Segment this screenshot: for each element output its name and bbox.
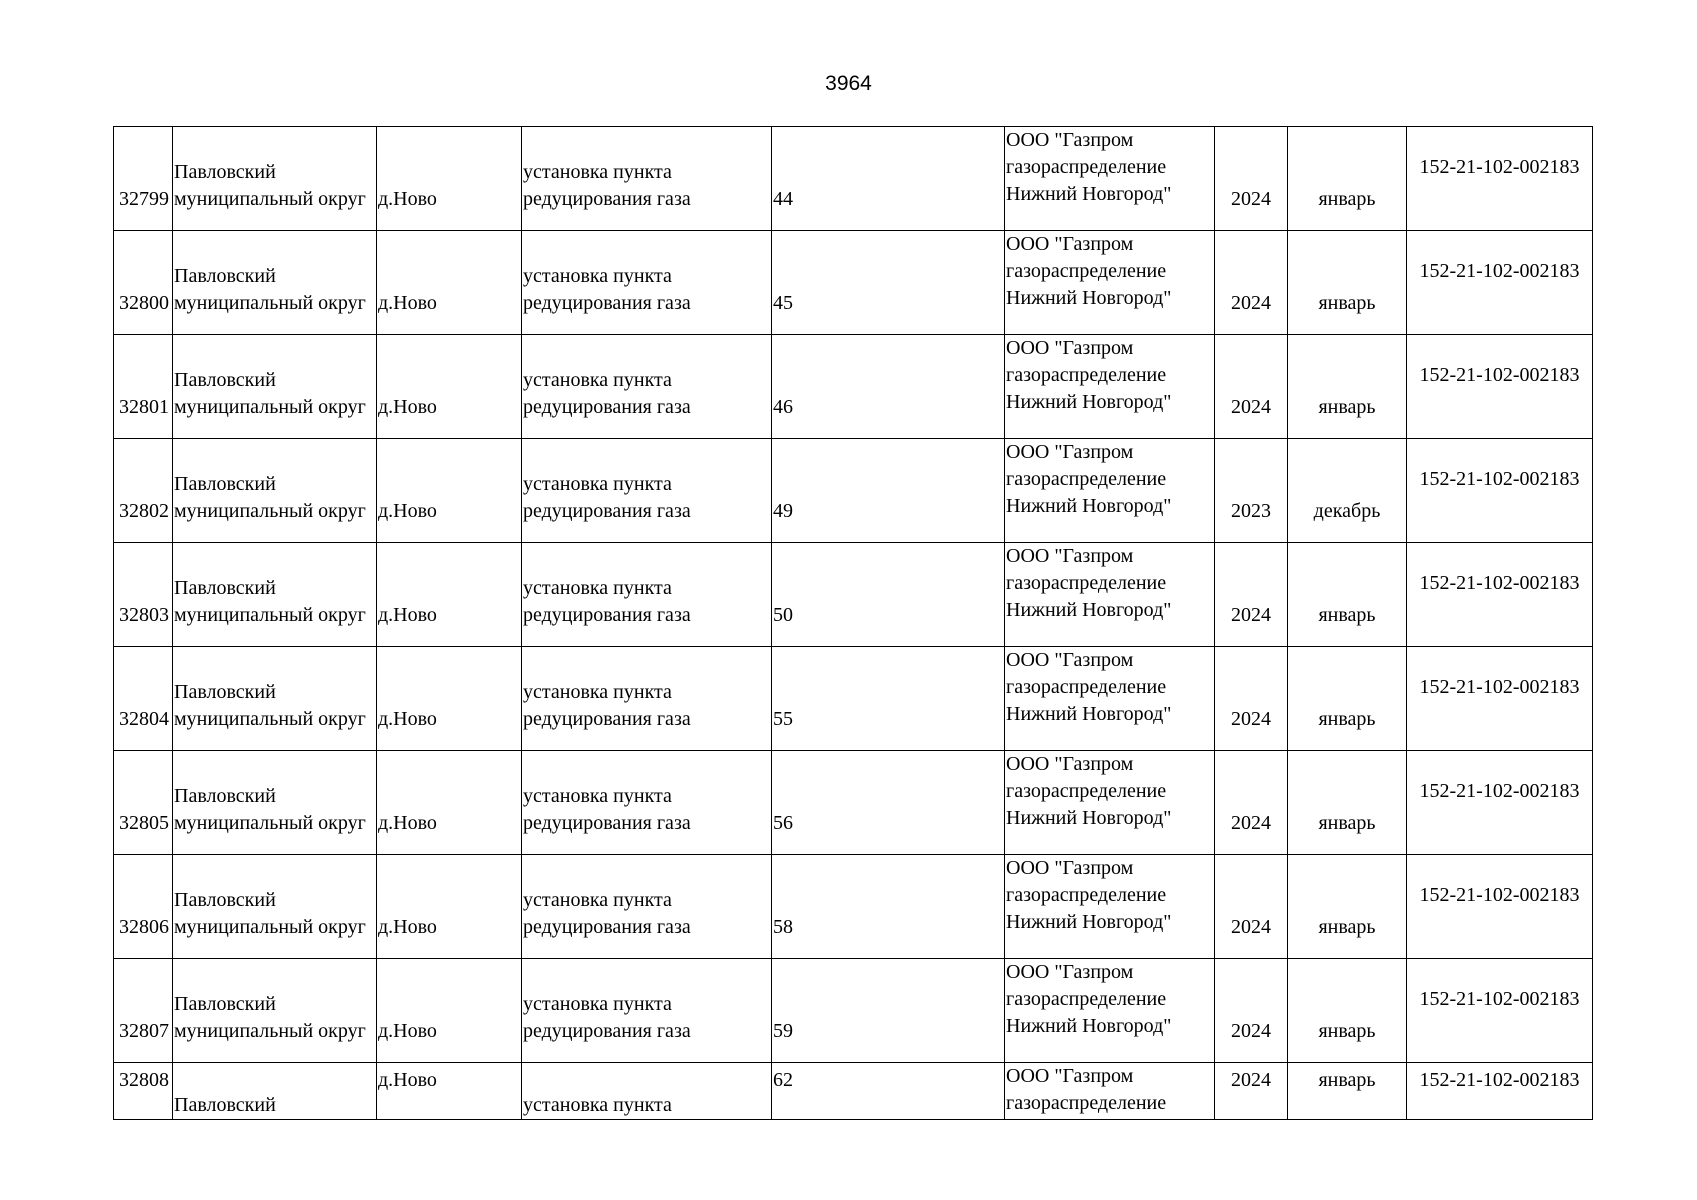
table-row: [114, 959, 1593, 1063]
org-line3: Нижний Новгород": [1006, 807, 1172, 829]
org-line1: ООО "Газпром: [1006, 649, 1134, 671]
row-index: 32806: [119, 916, 169, 938]
village-cell: [377, 855, 522, 959]
year: 2024: [1231, 916, 1271, 938]
index-cell: [114, 231, 173, 335]
year-cell: [1215, 335, 1288, 439]
month: декабрь: [1313, 500, 1381, 522]
district-line2: муниципальный округ: [174, 708, 366, 730]
table-row: [114, 647, 1593, 751]
district-cell: [173, 855, 377, 959]
registry-code: 152-21-102-002183: [1419, 676, 1580, 698]
row-index: 32807: [119, 1020, 169, 1042]
village-cell: [377, 647, 522, 751]
org-line3: Нижний Новгород": [1006, 495, 1172, 517]
org-line1: ООО "Газпром: [1006, 441, 1134, 463]
village-cell: [377, 751, 522, 855]
village: д.Ново: [378, 396, 437, 418]
row-index: 32804: [119, 708, 169, 730]
month-cell: [1288, 231, 1407, 335]
district-cell: [173, 439, 377, 543]
month: январь: [1318, 188, 1376, 210]
district-line2: муниципальный округ: [174, 292, 366, 314]
table-row: [114, 543, 1593, 647]
month-cell: [1288, 1063, 1407, 1120]
house-cell: [772, 439, 1005, 543]
month-cell: [1288, 335, 1407, 439]
org-line3: Нижний Новгород": [1006, 703, 1172, 725]
table-row: [114, 751, 1593, 855]
month-cell: [1288, 439, 1407, 543]
work-line1: установка пункта: [523, 1094, 672, 1116]
org-cell: [1005, 855, 1215, 959]
index-cell: [114, 439, 173, 543]
row-index: 32802: [119, 500, 169, 522]
work-line2: редуцирования газа: [523, 188, 691, 210]
year: 2024: [1231, 396, 1271, 418]
org-line2: газораспределение: [1006, 468, 1167, 490]
house-cell: [772, 543, 1005, 647]
house-cell: [772, 959, 1005, 1063]
work-cell: [522, 231, 772, 335]
house-cell: [772, 335, 1005, 439]
work-line2: редуцирования газа: [523, 292, 691, 314]
district-line2: муниципальный округ: [174, 604, 366, 626]
district-line1: Павловский: [174, 161, 276, 183]
house-cell: [772, 231, 1005, 335]
registry-code: 152-21-102-002183: [1419, 988, 1580, 1010]
org-line1: ООО "Газпром: [1006, 233, 1134, 255]
work-line2: редуцирования газа: [523, 916, 691, 938]
index-cell: [114, 647, 173, 751]
work-line1: установка пункта: [523, 785, 672, 807]
org-line2: газораспределение: [1006, 572, 1167, 594]
org-line3: Нижний Новгород": [1006, 1015, 1172, 1037]
village-cell: [377, 127, 522, 231]
house-cell: [772, 647, 1005, 751]
house-cell: [772, 127, 1005, 231]
org-cell: [1005, 127, 1215, 231]
registry-code: 152-21-102-002183: [1419, 364, 1580, 386]
index-cell: [114, 335, 173, 439]
table-row: [114, 855, 1593, 959]
district-line1: Павловский: [174, 681, 276, 703]
org-cell: [1005, 439, 1215, 543]
code-cell: [1407, 959, 1593, 1063]
year-cell: [1215, 751, 1288, 855]
house-number: 62: [773, 1069, 793, 1091]
month: январь: [1318, 396, 1376, 418]
index-cell: [114, 855, 173, 959]
village: д.Ново: [378, 812, 437, 834]
row-index: 32800: [119, 292, 169, 314]
row-index: 32799: [119, 188, 169, 210]
district-line2: муниципальный округ: [174, 1020, 366, 1042]
village-cell: [377, 231, 522, 335]
work-cell: [522, 543, 772, 647]
district-cell: [173, 231, 377, 335]
work-cell: [522, 959, 772, 1063]
org-line1: ООО "Газпром: [1006, 129, 1134, 151]
year-cell: [1215, 127, 1288, 231]
index-cell: [114, 751, 173, 855]
month-cell: [1288, 647, 1407, 751]
registry-code: 152-21-102-002183: [1419, 884, 1580, 906]
org-line2: газораспределение: [1006, 676, 1167, 698]
org-line2: газораспределение: [1006, 156, 1167, 178]
work-line1: установка пункта: [523, 993, 672, 1015]
district-line2: муниципальный округ: [174, 500, 366, 522]
org-line1: ООО "Газпром: [1006, 857, 1134, 879]
org-line2: газораспределение: [1006, 364, 1167, 386]
work-line1: установка пункта: [523, 681, 672, 703]
org-cell: [1005, 335, 1215, 439]
code-cell: [1407, 855, 1593, 959]
month-cell: [1288, 959, 1407, 1063]
house-number: 45: [773, 292, 793, 314]
month: январь: [1318, 812, 1376, 834]
district-line2: муниципальный округ: [174, 188, 366, 210]
work-line2: редуцирования газа: [523, 604, 691, 626]
month-cell: [1288, 127, 1407, 231]
year: 2024: [1231, 188, 1271, 210]
work-line2: редуцирования газа: [523, 500, 691, 522]
register-body: [114, 127, 1593, 1120]
work-cell: [522, 439, 772, 543]
district-cell: [173, 647, 377, 751]
year-cell: [1215, 439, 1288, 543]
village-cell: [377, 1063, 522, 1120]
table-row: [114, 231, 1593, 335]
org-line2: газораспределение: [1006, 884, 1167, 906]
year-cell: [1215, 647, 1288, 751]
work-line1: установка пункта: [523, 889, 672, 911]
village: д.Ново: [378, 708, 437, 730]
org-line2: газораспределение: [1006, 1092, 1167, 1114]
code-cell: [1407, 1063, 1593, 1120]
district-line1: Павловский: [174, 993, 276, 1015]
work-cell: [522, 855, 772, 959]
district-line1: Павловский: [174, 577, 276, 599]
district-line1: Павловский: [174, 265, 276, 287]
code-cell: [1407, 543, 1593, 647]
page-number: 3964: [825, 72, 872, 95]
year: 2024: [1231, 1020, 1271, 1042]
work-line1: установка пункта: [523, 161, 672, 183]
district-line2: муниципальный округ: [174, 916, 366, 938]
index-cell: [114, 127, 173, 231]
house-number: 59: [773, 1020, 793, 1042]
org-line2: газораспределение: [1006, 780, 1167, 802]
district-cell: [173, 751, 377, 855]
district-line1: Павловский: [174, 889, 276, 911]
district-cell: [173, 543, 377, 647]
org-cell: [1005, 959, 1215, 1063]
registry-code: 152-21-102-002183: [1419, 468, 1580, 490]
registry-code: 152-21-102-002183: [1419, 780, 1580, 802]
village: д.Ново: [378, 500, 437, 522]
month: январь: [1318, 1020, 1376, 1042]
org-cell: [1005, 1063, 1215, 1120]
house-number: 55: [773, 708, 793, 730]
district-cell: [173, 335, 377, 439]
org-line1: ООО "Газпром: [1006, 1065, 1134, 1087]
month-cell: [1288, 543, 1407, 647]
work-line2: редуцирования газа: [523, 396, 691, 418]
registry-code: 152-21-102-002183: [1419, 260, 1580, 282]
house-number: 49: [773, 500, 793, 522]
year-cell: [1215, 1063, 1288, 1120]
code-cell: [1407, 647, 1593, 751]
work-line1: установка пункта: [523, 265, 672, 287]
house-number: 56: [773, 812, 793, 834]
org-cell: [1005, 231, 1215, 335]
row-index: 32803: [119, 604, 169, 626]
house-number: 58: [773, 916, 793, 938]
org-cell: [1005, 647, 1215, 751]
month: январь: [1318, 708, 1376, 730]
house-cell: [772, 1063, 1005, 1120]
org-line2: газораспределение: [1006, 988, 1167, 1010]
year-cell: [1215, 959, 1288, 1063]
work-line1: установка пункта: [523, 473, 672, 495]
district-cell: [173, 127, 377, 231]
district-cell: [173, 1063, 377, 1120]
index-cell: [114, 543, 173, 647]
registry-code: 152-21-102-002183: [1419, 1069, 1580, 1091]
code-cell: [1407, 439, 1593, 543]
code-cell: [1407, 335, 1593, 439]
row-index: 32808: [119, 1069, 169, 1091]
registry-code: 152-21-102-002183: [1419, 156, 1580, 178]
org-line1: ООО "Газпром: [1006, 753, 1134, 775]
month: январь: [1318, 916, 1376, 938]
row-index: 32801: [119, 396, 169, 418]
work-cell: [522, 1063, 772, 1120]
org-line3: Нижний Новгород": [1006, 391, 1172, 413]
registry-code: 152-21-102-002183: [1419, 572, 1580, 594]
year: 2024: [1231, 812, 1271, 834]
village: д.Ново: [378, 916, 437, 938]
table-row: [114, 335, 1593, 439]
district-line2: муниципальный округ: [174, 812, 366, 834]
district-line1: Павловский: [174, 369, 276, 391]
org-line3: Нижний Новгород": [1006, 599, 1172, 621]
work-cell: [522, 127, 772, 231]
district-line1: Павловский: [174, 785, 276, 807]
year: 2024: [1231, 292, 1271, 314]
org-line1: ООО "Газпром: [1006, 337, 1134, 359]
year-cell: [1215, 855, 1288, 959]
district-line2: муниципальный округ: [174, 396, 366, 418]
work-line2: редуцирования газа: [523, 812, 691, 834]
village: д.Ново: [378, 604, 437, 626]
org-line3: Нижний Новгород": [1006, 287, 1172, 309]
month-cell: [1288, 751, 1407, 855]
village-cell: [377, 335, 522, 439]
work-line2: редуцирования газа: [523, 708, 691, 730]
code-cell: [1407, 751, 1593, 855]
village-cell: [377, 959, 522, 1063]
house-cell: [772, 751, 1005, 855]
table-row: [114, 439, 1593, 543]
year-cell: [1215, 543, 1288, 647]
org-line1: ООО "Газпром: [1006, 545, 1134, 567]
month: январь: [1318, 292, 1376, 314]
table-row: [114, 127, 1593, 231]
work-line1: установка пункта: [523, 577, 672, 599]
village: д.Ново: [378, 188, 437, 210]
org-line3: Нижний Новгород": [1006, 183, 1172, 205]
code-cell: [1407, 231, 1593, 335]
district-line1: Павловский: [174, 1094, 276, 1116]
year: 2023: [1231, 500, 1271, 522]
org-cell: [1005, 751, 1215, 855]
year-cell: [1215, 231, 1288, 335]
house-number: 44: [773, 188, 793, 210]
code-cell: [1407, 127, 1593, 231]
month-cell: [1288, 855, 1407, 959]
year: 2024: [1231, 708, 1271, 730]
work-cell: [522, 647, 772, 751]
work-cell: [522, 751, 772, 855]
house-number: 50: [773, 604, 793, 626]
village: д.Ново: [378, 1069, 437, 1091]
district-line1: Павловский: [174, 473, 276, 495]
row-index: 32805: [119, 812, 169, 834]
work-line1: установка пункта: [523, 369, 672, 391]
month: январь: [1318, 1069, 1376, 1091]
table-row-partial: [114, 1063, 1593, 1120]
work-line2: редуцирования газа: [523, 1020, 691, 1042]
village: д.Ново: [378, 1020, 437, 1042]
work-cell: [522, 335, 772, 439]
year: 2024: [1231, 1069, 1271, 1091]
village-cell: [377, 439, 522, 543]
org-line3: Нижний Новгород": [1006, 911, 1172, 933]
index-cell: [114, 1063, 173, 1120]
village: д.Ново: [378, 292, 437, 314]
org-line1: ООО "Газпром: [1006, 961, 1134, 983]
index-cell: [114, 959, 173, 1063]
house-number: 46: [773, 396, 793, 418]
house-cell: [772, 855, 1005, 959]
year: 2024: [1231, 604, 1271, 626]
register-table: [113, 126, 1593, 1120]
org-line2: газораспределение: [1006, 260, 1167, 282]
village-cell: [377, 543, 522, 647]
district-cell: [173, 959, 377, 1063]
org-cell: [1005, 543, 1215, 647]
month: январь: [1318, 604, 1376, 626]
